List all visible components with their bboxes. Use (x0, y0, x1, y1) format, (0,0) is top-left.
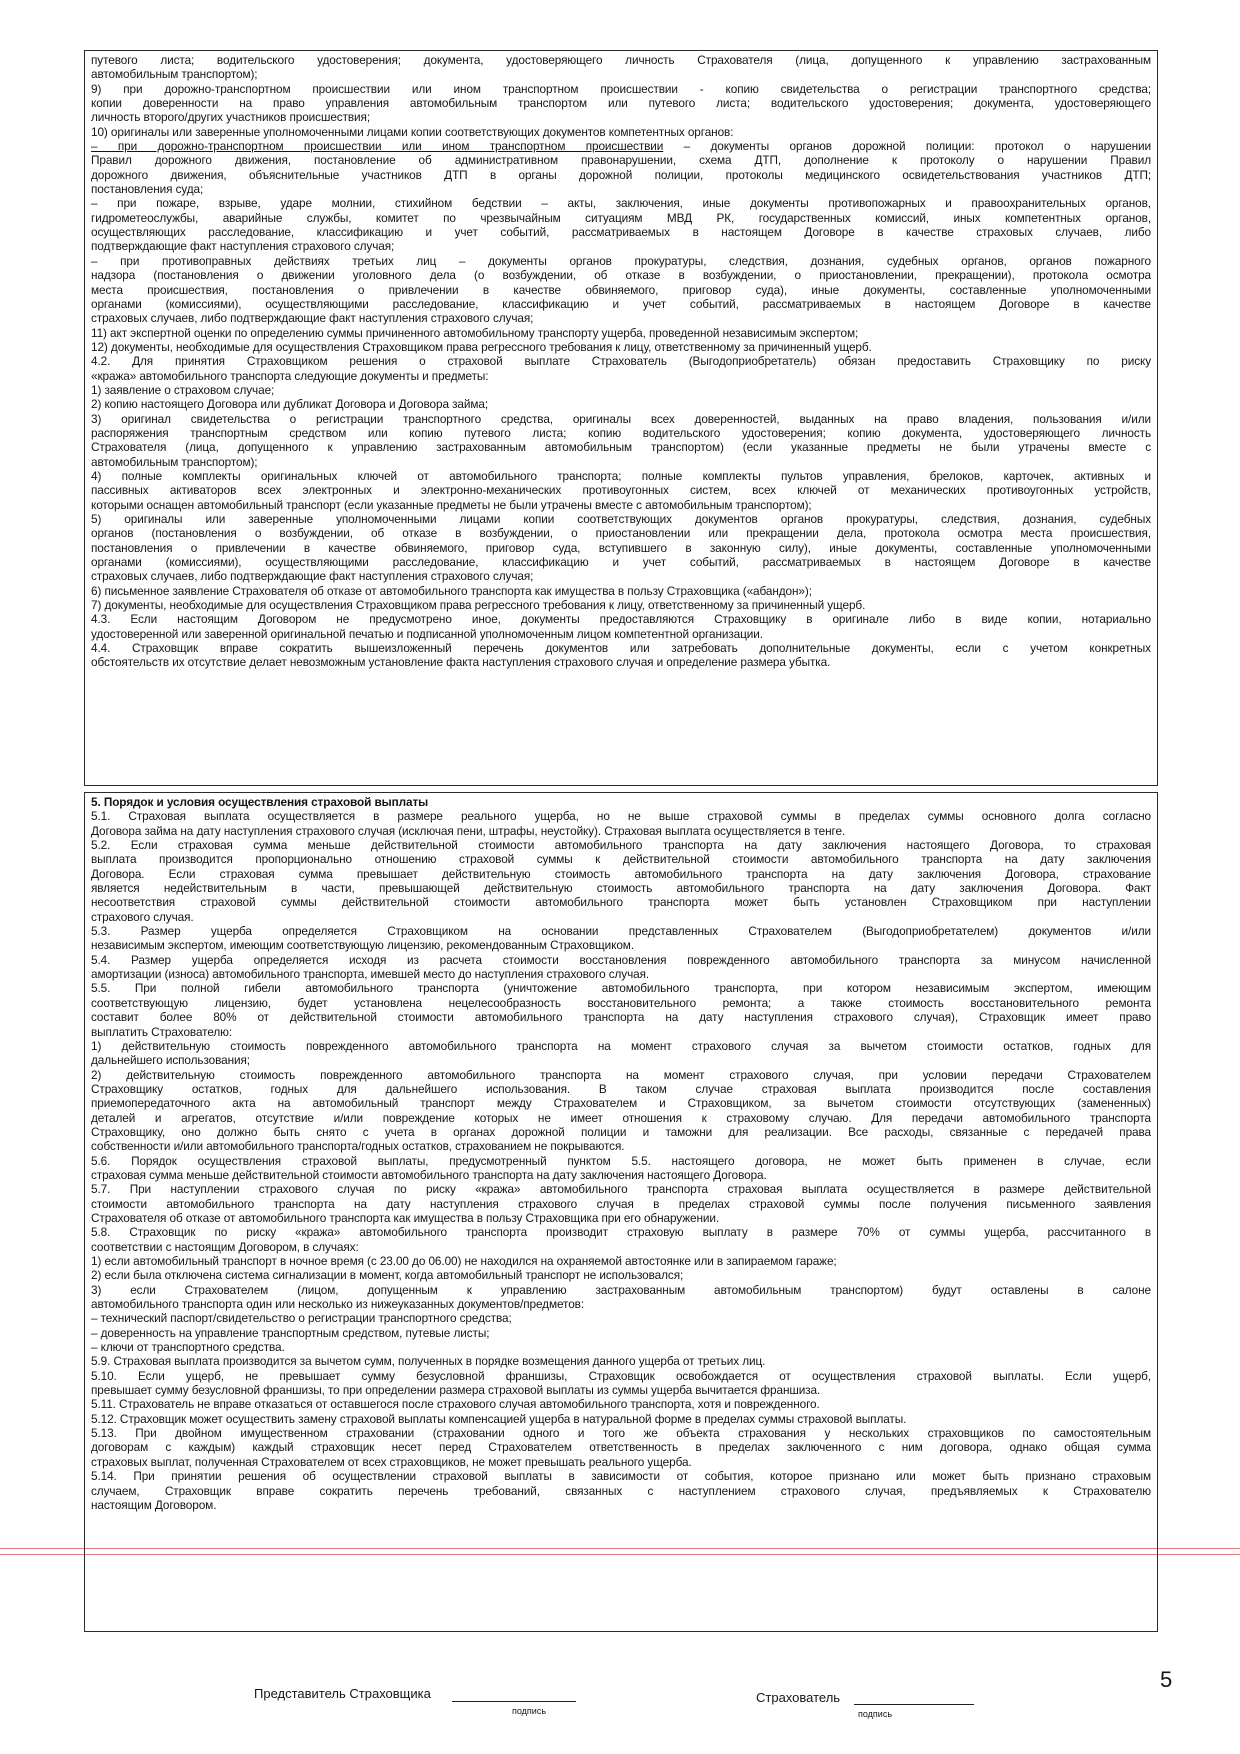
text-line: Страховщику остатков, годных для дальнейшего использования. В таком случае страховая выплата производится после составления (91, 1081, 1151, 1096)
text-line: органов (постановления о возбуждении, об отказе в возбуждении, о приостановлении или прекращении дела, протокола осмотра места происшествия, (91, 526, 1151, 541)
text-line: пассивных активаторов всех электронных и электронно-механических противоугонных систем, всех ключей от механических противоугонных устройств, (91, 483, 1151, 498)
text-line: Правил дорожного движения, постановление об административном правонарушении, схема ДТП, дополнение к протоколу о нарушении Правил (91, 153, 1151, 168)
text-line: собственности и/или автомобильного транспорта/годных остатков, страхованием не покрываются. (91, 1139, 625, 1154)
text-line: «кража» автомобильного транспорта следующие документы и предметы: (91, 368, 489, 383)
text-line: 5.8. Страховщик по риску «кража» автомобильного транспорта производит страховую выплату в размере 70% от суммы ущерба, рассчитанного в (91, 1225, 1151, 1240)
text-line: 5.5. При полной гибели автомобильного транспорта (уничтожение автомобильного транспорта, при котором независимым экспертом, имеющим (91, 981, 1151, 996)
text-line: выплатить Страхователю: (91, 1024, 233, 1039)
text-line: путевого листа; водительского удостоверения; документа, удостоверяющего личность Страхователя (лица, допущенного к управлению застрахованным (91, 53, 1151, 67)
insured-signature-line (854, 1704, 974, 1705)
section-5-payment-box (84, 792, 1158, 1632)
text-line: распоряжения транспортным средством или копию путевого листа; копию водительского удостоверения; копию документа, удостоверяющего личность (91, 425, 1151, 440)
text-line: 5. Порядок и условия осуществления страховой выплаты (91, 795, 429, 809)
insured-signature-caption: подпись (858, 1709, 893, 1719)
text-line: 10) оригиналы или заверенные уполномоченными лицами копии соответствующих документов компетентных органов: (91, 124, 734, 139)
text-line: 7) документы, необходимые для осуществления Страховщиком права регрессного требования к лицу, ответственному за причиненный ущерб. (91, 598, 866, 613)
text-line: места происшествия, постановления о привлечении в качестве обвиняемого, приговор суда), иные документы, составленные уполномоченными (91, 282, 1151, 297)
text-line: 12) документы, необходимые для осуществления Страховщиком права регрессного требования к лицу, ответственному за причиненный ущерб. (91, 339, 872, 354)
text-line: 5.9. Страховая выплата производится за вычетом сумм, полученных в порядке возмещения данного ущерба от третьих лиц. (91, 1354, 766, 1369)
text-line: 4) полные комплекты оригинальных ключей от автомобильного транспорта; полные комплекты пультов управления, брелоков, карточек, активных и (91, 468, 1151, 483)
text-line: страховых выплат, полученная Страхователем от всех страховщиков, не может превышать реального ущерба. (91, 1454, 692, 1469)
text-line: 1) заявление о страховом случае; (91, 382, 275, 397)
text-line: договорам с каждым) каждый страховщик несет перед Страхователем ответственность в пределах заключенного с ним договора, однако общая сумма (91, 1440, 1151, 1455)
text-line: настоящим Договором. (91, 1497, 217, 1512)
text-line: Страхователя об отказе от автомобильного транспорта как имущества в пользу Страховщика при его обнаружении. (91, 1210, 720, 1225)
text-line: страхового случая. (91, 909, 194, 924)
text-line: автомобильным транспортом); (91, 67, 258, 82)
insurer-signature-caption: подпись (512, 1706, 547, 1716)
text-line: 4.3. Если настоящим Договором не предусмотрено иное, документы предоставляются Страховщику в оригинале либо в виде копии, нотариально (91, 612, 1151, 627)
page-number: 5 (1160, 1667, 1173, 1692)
text-line: 5.6. Порядок осуществления страховой выплаты, предусмотренный пунктом 5.5. настоящего договора, не может быть применен в случае, если (91, 1153, 1151, 1168)
text-line: 9) при дорожно-транспортном происшествии или ином транспортном происшествии - копию свидетельства о регистрации транспортного средства; (91, 81, 1151, 96)
text-line: страховых случаев, либо подтверждающие факт наступления страхового случая; (91, 311, 534, 326)
text-line: – при противоправных действиях третьих лиц – документы органов прокуратуры, следствия, дознания, судебных органов, органов пожарного (91, 253, 1151, 268)
text-line: соответствии с настоящим Договором, в случаях: (91, 1239, 359, 1254)
text-line: органами (комиссиями), осуществляющими расследование, классификацию и учет событий, рассматриваемых в настоящем Договоре в качестве (91, 296, 1151, 311)
text-line: составит более 80% от действительной стоимости автомобильного транспорта на дату наступления страхового случая), Страховщик имеет право (91, 1010, 1151, 1025)
text-line: – доверенность на управление транспортным средством, путевые листы; (91, 1325, 490, 1340)
text-line (91, 139, 1151, 153)
heading-tail: – документы органов дорожной полиции: протокол о нарушении (663, 139, 1151, 154)
text-line: страховых случаев, либо подтверждающие факт наступления страхового случая; (91, 569, 534, 584)
text-line: 5.11. Страхователь не вправе отказаться от оставшегося после страхового случая автомобильного транспорта, хотя и поврежденного. (91, 1397, 820, 1412)
text-line: амортизации (износа) автомобильного транспорта, имевшей место до наступления страхового случая. (91, 967, 650, 982)
text-line: – ключи от транспортного средства. (91, 1340, 285, 1355)
text-line: автомобильного транспорта один или несколько из нижеуказанных документов/предметов: (91, 1297, 584, 1312)
text-line: Договора займа на дату наступления страхового случая (исключая пени, штрафы, неустойку). Страховая выплата осуществляется в тенге. (91, 823, 846, 838)
underlined-heading: – при дорожно-транспортном происшествии или ином транспортном происшествии (91, 139, 664, 154)
text-line: случаем, Страховщик вправе сократить перечень требований, связанных с наступлением страхового случая, предъявляемых к Страхователю (91, 1483, 1151, 1498)
text-line: 4.2. Для принятия Страховщиком решения о страховой выплате Страхователь (Выгодоприобретатель) обязан предоставить Страховщику по риску (91, 354, 1151, 369)
text-line: Договора. Если страховая сумма превышает действительную стоимость автомобильного транспорта на дату заключения Договора, страхование (91, 866, 1151, 881)
text-line: независимым экспертом, имеющим соответствующую лицензию, рекомендованным Страховщиком. (91, 938, 634, 953)
text-line: 5.1. Страховая выплата осуществляется в размере реального ущерба, но не выше страховой суммы в пределах суммы основного долга согласно (91, 809, 1151, 824)
text-line: 4.4. Страховщик вправе сократить вышеизложенный перечень документов или затребовать дополнительные документы, если с учетом конкретных (91, 641, 1151, 656)
text-line: Страхователя (лица, допущенного к управлению застрахованным автомобильным транспортом) (если указанные предметы не были утрачены вместе с (91, 440, 1151, 455)
text-line: 2) копию настоящего Договора или дубликат Договора и Договора займа; (91, 397, 489, 412)
text-line: 3) оригинал свидетельства о регистрации транспортного средства, оригиналы всех доверенностей, выданных на право владения, пользования и/или (91, 411, 1151, 426)
text-line: удостоверенной или заверенной оригинальной печатью и подписанной уполномоченным лицом компетентной организации. (91, 626, 763, 641)
text-line: 1) действительную стоимость поврежденного автомобильного транспорта на момент страхового случая за вычетом стоимости остатков, годных для (91, 1038, 1151, 1053)
text-line: подтверждающие факт наступления страхового случая; (91, 239, 395, 254)
text-line: 6) письменное заявление Страхователя об отказе от автомобильного транспорта как имущества в пользу Страховщика («абандон»); (91, 583, 812, 598)
text-line: приемопередаточного акта на автомобильный транспорт между Страхователем и Страховщиком, за вычетом стоимости отсутствующих (замененных) (91, 1096, 1151, 1111)
text-line: 2) действительную стоимость поврежденного автомобильного транспорта на момент страхового случая, при условии передачи Страхователем (91, 1067, 1151, 1082)
text-line: соответствующую лицензию, будет установлена нецелесообразность восстановительного ремонта; а также стоимость восстановительного ремонта (91, 995, 1151, 1010)
text-line: страховая сумма меньше действительной стоимости автомобильного транспорта на дату заключения настоящего Договора. (91, 1167, 767, 1182)
text-line: автомобильным транспортом); (91, 454, 258, 469)
text-line: 5.14. При принятии решения об осуществлении страховой выплаты в зависимости от события, которое признано или может быть признано страховым (91, 1469, 1151, 1484)
text-line: осуществляющих расследование, классификацию и учет событий, рассматриваемых в настоящем Договоре в качестве страховых случаев, либо (91, 225, 1151, 240)
text-line: 5.3. Размер ущерба определяется Страховщиком на основании представленных Страхователем (Выгодоприобретателем) документов и/или (91, 924, 1151, 939)
text-line: копии доверенности на право управления автомобильным транспортом или путевого листа; водительского удостоверения; документа, удостоверяющего (91, 96, 1151, 111)
text-line: 5.2. Если страховая сумма меньше действительной стоимости автомобильного транспорта на дату заключения настоящего Договора, то страховая (91, 838, 1151, 853)
text-line: – технический паспорт/свидетельство о регистрации транспортного средства; (91, 1311, 512, 1326)
text-line: 5.13. При двойном имущественном страховании (страховании одного и того же объекта страхования у нескольких страховщиков по самостоятельным (91, 1426, 1151, 1441)
text-line: постановления суда; (91, 182, 204, 197)
text-line: 5.4. Размер ущерба определяется исходя из расчета стоимости восстановления поврежденного автомобильного транспорта за минусом начисленной (91, 952, 1151, 967)
text-line: которыми оснащен автомобильный транспорт (если указанные предметы не были утрачены вместе с автомобильным транспортом); (91, 497, 812, 512)
section-4-documents-box (84, 50, 1158, 786)
text-line: 11) акт экспертной оценки по определению суммы причиненного автомобильному транспорту ущерба, проведенной независимым экспертом; (91, 325, 859, 340)
text-line: органами (комиссиями), осуществляющими расследование, классификацию и учет событий, рассматриваемых в настоящем Договоре в качестве (91, 555, 1151, 570)
text-line: – при пожаре, взрыве, ударе молнии, стихийном бедствии – акты, заключения, иные документы противопожарных и правоохранительных органов, (91, 196, 1151, 211)
text-line: обстоятельств их отсутствие делает невозможным установление факта наступления страхового случая и определение размера убытка. (91, 655, 831, 670)
text-line: 5.10. Если ущерб, не превышает сумму безусловной франшизы, Страховщик освобождается от осуществления страховой выплаты. Если ущерб, (91, 1368, 1151, 1383)
text-line: 5.12. Страховщик может осуществить замену страховой выплаты компенсацией ущерба в натуральной форме в пределах суммы страховой выплаты. (91, 1411, 907, 1426)
text-line: превышает сумму безусловной франшизы, то при определении размера страховой выплаты из суммы ущерба вычитается франшиза. (91, 1383, 821, 1398)
text-line: 3) если Страхователем (лицом, допущенным к управлению застрахованным автомобильным транспортом) будут оставлены в салоне (91, 1282, 1151, 1297)
text-line: стоимости автомобильного транспорта на дату наступления страхового случая в пределах страховой суммы после получения письменного заявления (91, 1196, 1151, 1211)
text-line: дальнейшего использования; (91, 1053, 250, 1068)
text-line: 1) если автомобильный транспорт в ночное время (с 23.00 до 06.00) не находился на охраняемой автостоянке или в запираемом гараже; (91, 1254, 837, 1268)
text-line: является недействительным в части, превышающей действительную стоимость автомобильного транспорта на дату заключения Договора. Факт (91, 881, 1151, 896)
insured-label: Страхователь (756, 1690, 841, 1705)
text-line: 5.7. При наступлении страхового случая по риску «кража» автомобильного транспорта страховая выплата осуществляется в размере действительной (91, 1182, 1151, 1197)
text-line: дорожного движения, объяснительные участников ДТП в органы дорожной полиции, протоколы медицинского освидетельствования участников ДТП; (91, 167, 1151, 182)
text-line: деталей и агрегатов, отсутствие и/или повреждение которых не имеет отношения к страховому случаю. Для передачи автомобильного транспорта (91, 1110, 1151, 1125)
insurer-representative-label: Представитель Страховщика (254, 1686, 431, 1701)
text-line: гидрометеослужбы, аварийные службы, комитет по чрезвычайным ситуациям МВД РК, государственных комиссий, иных компетентных органов, (91, 210, 1151, 225)
text-line: постановления о привлечении в качестве обвиняемого, приговор суда, вступившего в законную силу), иные документы, составленные уполномоченными (91, 540, 1151, 555)
text-line: несоответствия страховой суммы действительной стоимости автомобильного транспорта может быть установлен Страховщиком при наступлении (91, 895, 1151, 910)
text-line: 2) если была отключена система сигнализации в момент, когда автомобильный транспорт не использовался; (91, 1268, 684, 1283)
text-line: Страховщику, оно должно быть снято с учета в органах дорожной полиции и таможни для реализации. Все расходы, связанные с передачей права (91, 1124, 1151, 1139)
insurer-signature-line (452, 1701, 576, 1702)
text-line: личность второго/других участников происшествия; (91, 110, 370, 125)
text-line: выплата производится пропорционально отношению страховой суммы к действительной стоимости автомобильного транспорта на дату заключения (91, 852, 1151, 867)
text-line: 5) оригиналы или заверенные уполномоченными лицами копии соответствующих документов органов прокуратуры, следствия, дознания, судебных (91, 512, 1151, 526)
text-line: надзора (постановления о движении уголовного дела (о возбуждении, об отказе в возбуждении, о приостановлении, прекращении), протокола осмотра (91, 268, 1151, 283)
